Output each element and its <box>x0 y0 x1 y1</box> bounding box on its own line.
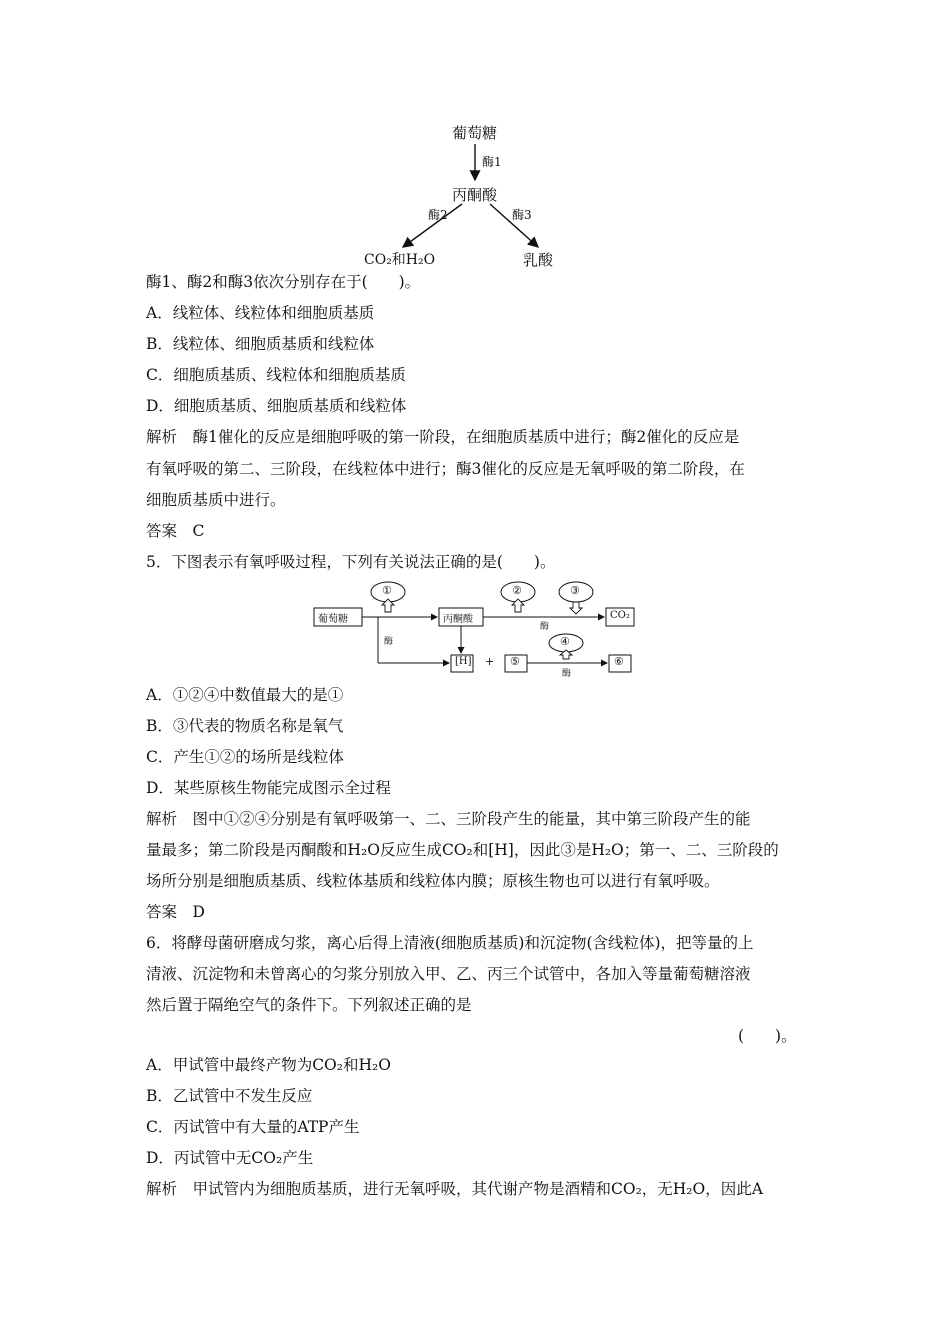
q6-stem-line3: 然后置于隔绝空气的条件下。下列叙述正确的是 <box>146 996 472 1014</box>
enzyme2-label: 酶2 <box>428 208 448 222</box>
q4-answer: 答案 C <box>146 522 205 540</box>
hollow-arrow-2 <box>512 599 524 612</box>
q5-option-b: B．③代表的物质名称是氧气 <box>146 717 344 735</box>
q5-option-a: A．①②④中数值最大的是① <box>146 686 344 704</box>
hollow-arrow-3 <box>570 602 582 614</box>
q4-option-c: C．细胞质基质、线粒体和细胞质基质 <box>146 366 406 384</box>
enzyme3-label: 酶3 <box>512 208 532 222</box>
q4-option-b: B．线粒体、细胞质基质和线粒体 <box>146 335 375 353</box>
co2-h2o-label: CO₂和H₂O <box>364 252 436 268</box>
q5-analysis-line1: 解析 图中①②④分别是有氧呼吸第一、二、三阶段产生的能量，其中第三阶段产生的能 <box>146 810 751 828</box>
glucose-label: 葡萄糖 <box>452 124 498 142</box>
q5-analysis-line3: 场所分别是细胞质基质、线粒体基质和线粒体内膜；原核生物也可以进行有氧呼吸。 <box>146 872 720 890</box>
hollow-arrow-1 <box>382 599 394 612</box>
q6-option-b: B．乙试管中不发生反应 <box>146 1087 313 1105</box>
q6-stem-line1: 6．将酵母菌研磨成匀浆，离心后得上清液(细胞质基质)和沉淀物(含线粒体)，把等量的上 <box>146 934 754 952</box>
d2-enzyme-c: 酶 <box>562 669 572 679</box>
d2-enzyme-a: 酶 <box>384 637 394 647</box>
q6-analysis-line1: 解析 甲试管内为细胞质基质，进行无氧呼吸，其代谢产物是酒精和CO₂，无H₂O，因此A <box>146 1180 763 1198</box>
d2-pyruvate: 丙酮酸 <box>443 614 473 625</box>
d2-c2: ② <box>512 584 522 597</box>
q5-option-d: D．某些原核生物能完成图示全过程 <box>146 779 391 797</box>
q6-option-d: D．丙试管中无CO₂产生 <box>146 1149 314 1167</box>
q6-stem-line2: 清液、沉淀物和未曾离心的匀浆分别放入甲、乙、丙三个试管中，各加入等量葡萄糖溶液 <box>146 965 751 983</box>
d2-co2: CO₂ <box>610 610 630 621</box>
q6-option-a: A．甲试管中最终产物为CO₂和H₂O <box>146 1056 391 1074</box>
q4-analysis-line3: 细胞质基质中进行。 <box>146 491 286 509</box>
q5-option-c: C．产生①②的场所是线粒体 <box>146 748 344 766</box>
d2-enzyme-b: 酶 <box>540 622 550 632</box>
q5-answer: 答案 D <box>146 903 205 921</box>
q4-analysis-line2: 有氧呼吸的第二、三阶段，在线粒体中进行；酶3催化的反应是无氧呼吸的第二阶段，在 <box>146 460 745 478</box>
lactic-acid-label: 乳酸 <box>523 251 554 269</box>
q6-bracket: ( )。 <box>738 1027 797 1045</box>
d2-glucose: 葡萄糖 <box>318 614 348 625</box>
q5-stem: 5．下图表示有氧呼吸过程，下列有关说法正确的是( )。 <box>146 553 556 571</box>
q4-analysis-line1: 解析 酶1催化的反应是细胞呼吸的第一阶段，在细胞质基质中进行；酶2催化的反应是 <box>146 428 740 446</box>
d2-plus: + <box>485 655 495 668</box>
d2-h: [H] <box>455 656 472 667</box>
q4-stem: 酶1、酶2和酶3依次分别存在于( )。 <box>146 273 421 291</box>
d2-c6: ⑥ <box>614 655 624 668</box>
d2-c4: ④ <box>560 635 570 648</box>
q5-analysis-line2: 量最多；第二阶段是丙酮酸和H₂O反应生成CO₂和[H]，因此③是H₂O；第一、二、三阶段的 <box>146 841 779 859</box>
d2-c3: ③ <box>570 584 580 597</box>
d2-c1: ① <box>382 584 392 597</box>
q6-option-c: C．丙试管中有大量的ATP产生 <box>146 1118 360 1136</box>
enzyme1-label: 酶1 <box>482 155 502 169</box>
q4-option-d: D．细胞质基质、细胞质基质和线粒体 <box>146 397 407 415</box>
q4-option-a: A．线粒体、线粒体和细胞质基质 <box>146 304 375 322</box>
d2-c5: ⑤ <box>510 655 520 668</box>
pyruvate-label: 丙酮酸 <box>452 186 498 204</box>
